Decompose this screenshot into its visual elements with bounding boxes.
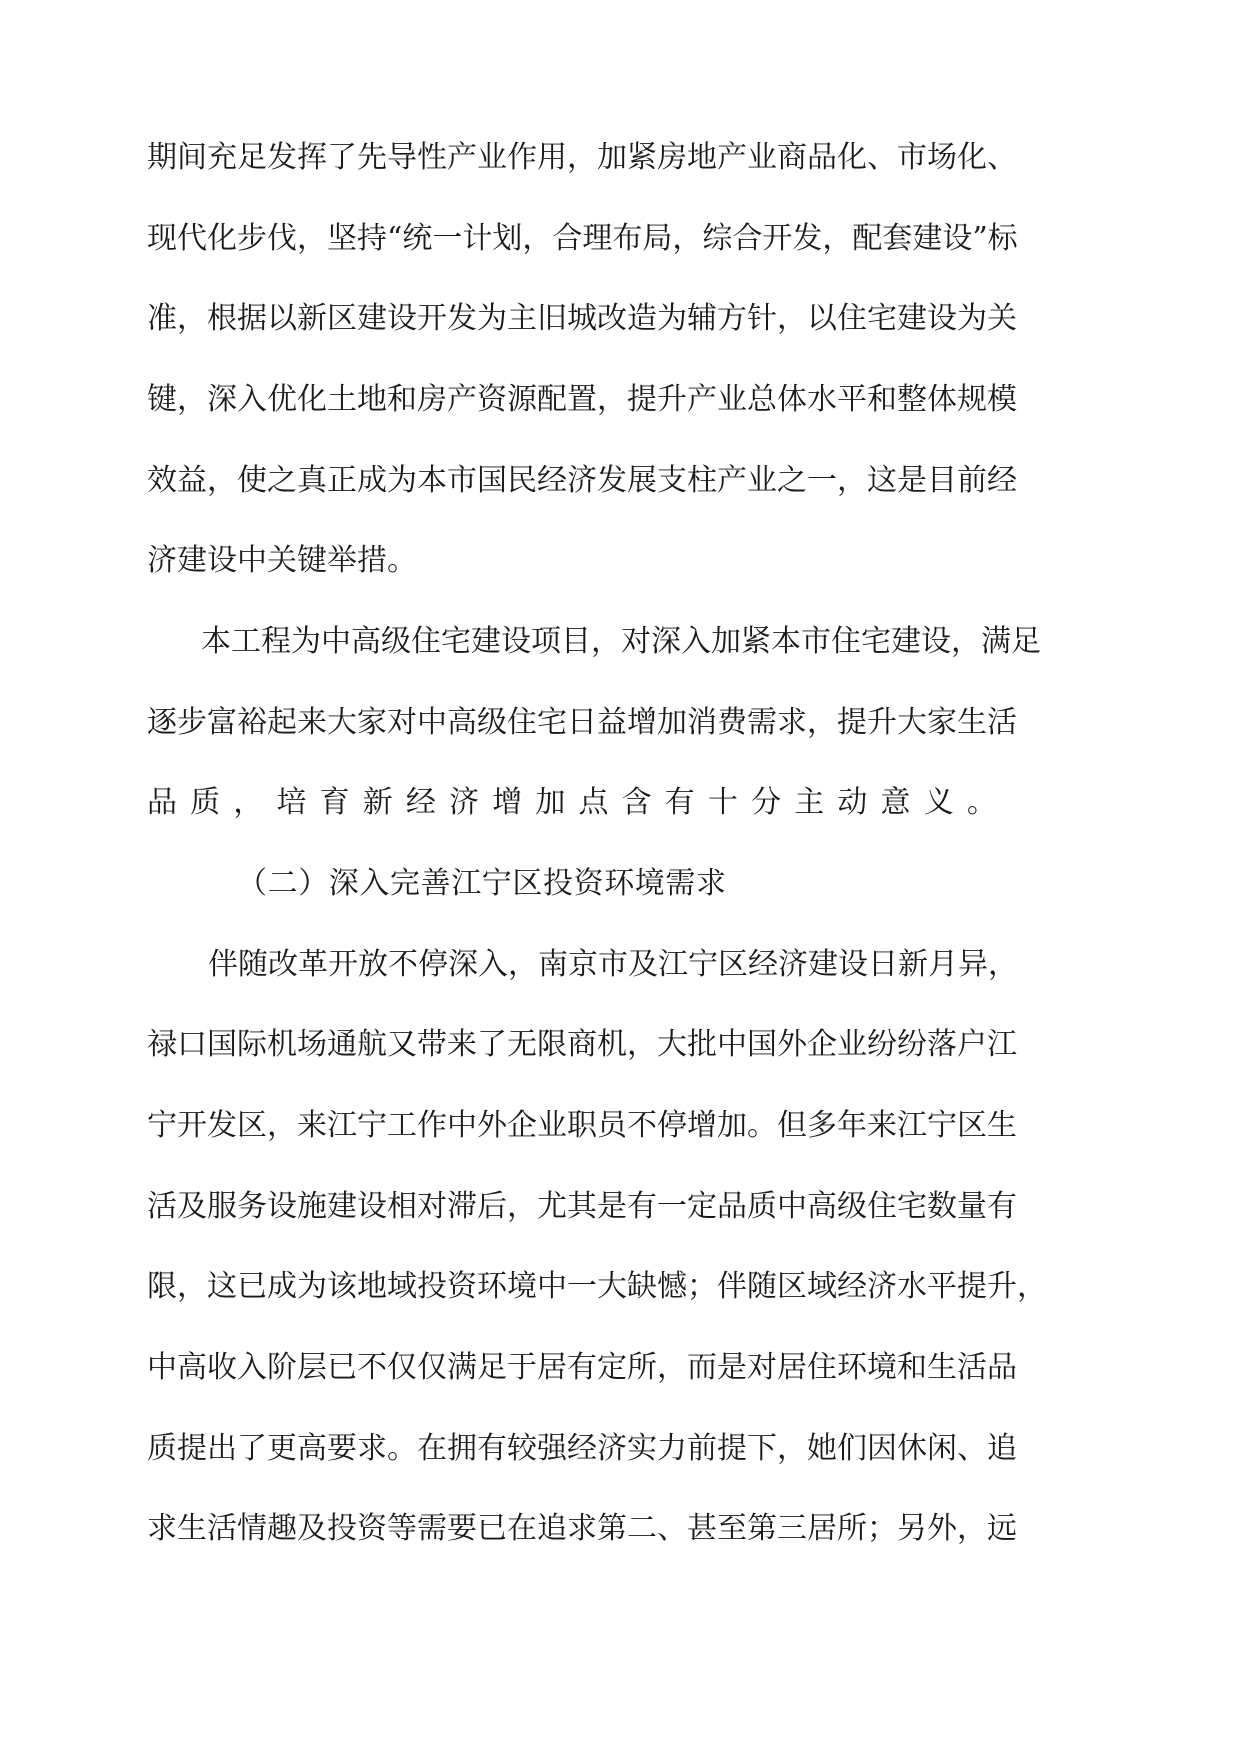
text-line-content: 济建设中关键举措。 <box>147 543 417 578</box>
section-heading <box>0 864 1241 904</box>
text-line <box>0 703 1241 743</box>
text-line <box>0 541 1241 581</box>
text-line <box>0 1187 1241 1227</box>
text-line-content: 活及服务设施建设相对滞后，尤其是有一定品质中高级住宅数量有 <box>147 1189 1017 1224</box>
text-line <box>0 1267 1241 1307</box>
text-line <box>0 1106 1241 1146</box>
text-line <box>0 138 1241 178</box>
text-line <box>0 299 1241 339</box>
text-line-content: 准，根据以新区建设开发为主旧城改造为辅方针，以住宅建设为关 <box>147 301 1017 336</box>
text-line <box>0 1509 1241 1549</box>
text-line-content: 逐步富裕起来大家对中高级住宅日益增加消费需求，提升大家生活 <box>147 705 1017 740</box>
text-line <box>0 783 1241 823</box>
section-heading-text: （二）深入完善江宁区投资环境需求 <box>237 866 727 901</box>
text-line-content: 现代化步伐，坚持“统一计划，合理布局，综合开发，配套建设”标 <box>147 221 1018 256</box>
text-line <box>0 1348 1241 1388</box>
text-line-content: 本工程为中高级住宅建设项目，对深入加紧本市住宅建设，满足 <box>201 624 1041 659</box>
text-line-content: 效益，使之真正成为本市国民经济发展支柱产业之一，这是目前经 <box>147 463 1017 498</box>
text-line-content: 限，这已成为该地域投资环境中一大缺憾；伴随区域经济水平提升， <box>147 1269 1047 1304</box>
text-line <box>0 1429 1241 1469</box>
text-line-content: 中高收入阶层已不仅仅满足于居有定所，而是对居住环境和生活品 <box>147 1350 1017 1385</box>
text-line <box>0 945 1241 985</box>
text-line-content: 求生活情趣及投资等需要已在追求第二、甚至第三居所；另外，远 <box>147 1511 1017 1546</box>
text-line-content: 宁开发区，来江宁工作中外企业职员不停增加。但多年来江宁区生 <box>147 1108 1017 1143</box>
text-line-content: 键，深入优化土地和房产资源配置，提升产业总体水平和整体规模 <box>147 382 1017 417</box>
text-line <box>0 622 1241 662</box>
text-line-content: 质提出了更高要求。在拥有较强经济实力前提下，她们因休闲、追 <box>147 1431 1017 1466</box>
text-line-content: 期间充足发挥了先导性产业作用，加紧房地产业商品化、市场化、 <box>147 140 1017 175</box>
text-line-content: 禄口国际机场通航又带来了无限商机，大批中国外企业纷纷落户江 <box>147 1027 1017 1062</box>
text-line <box>0 461 1241 501</box>
text-line <box>0 380 1241 420</box>
text-line <box>0 219 1241 259</box>
text-line <box>0 1025 1241 1065</box>
text-line-content: 品质，培育新经济增加点含有十分主动意义。 <box>147 785 1010 820</box>
text-line-content: 伴随改革开放不停深入，南京市及江宁区经济建设日新月异， <box>208 947 1018 982</box>
